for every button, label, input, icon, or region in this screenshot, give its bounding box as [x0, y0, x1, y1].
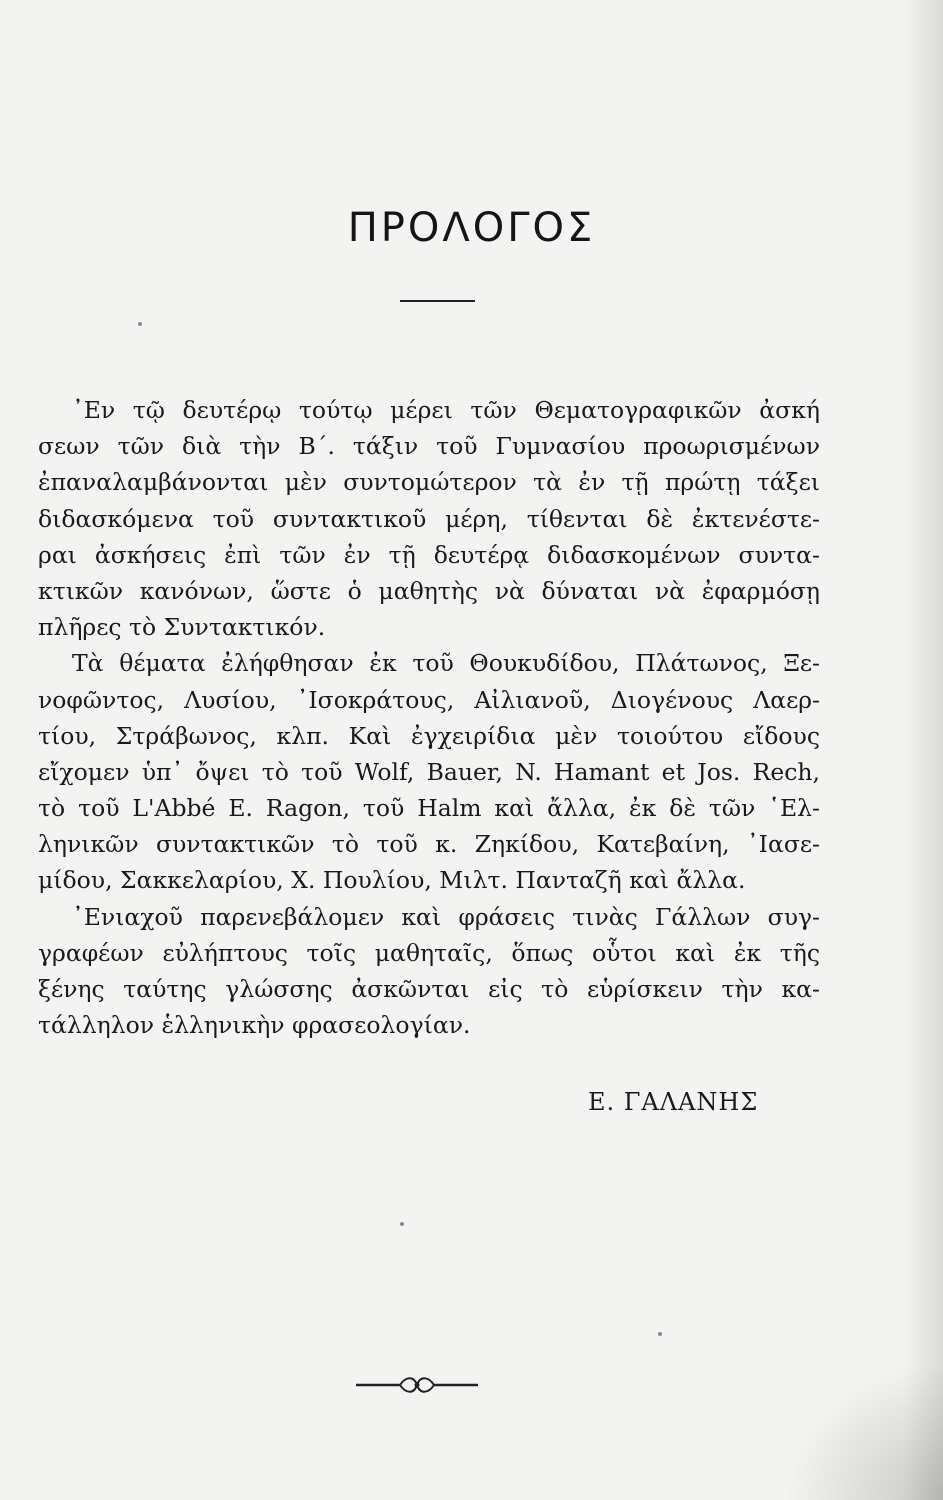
text-line: ξένης ταύτης γλώσσης ἀσκῶνται εἰς τὸ εὑρίσκειν τὴν κα- [38, 975, 820, 1003]
text-line: διδασκόμενα τοῦ συντακτικοῦ μέρη, τίθενται δὲ ἐκτενέστε- [38, 504, 820, 533]
text-line: ραι ἀσκήσεις ἐπὶ τῶν ἐν τῇ δευτέρᾳ διδασκομένων συντα- [38, 540, 820, 569]
text-line: Τὰ θέματα ἐλήφθησαν ἐκ τοῦ Θουκυδίδου, Πλάτωνος, Ξε- [72, 649, 820, 678]
text-line: εἴχομεν ὑπ᾿ ὄψει τὸ τοῦ Wolf, Bauer, N. Hamant et Jos. Rech, [38, 757, 820, 786]
text-line: ληνικῶν συντακτικῶν τὸ τοῦ κ. Ζηκίδου, Κατεβαίνη, ᾿Ιασε- [38, 830, 820, 859]
text-line: πλῆρες τὸ Συντακτικόν. [38, 613, 326, 642]
text-line: τὸ τοῦ L'Abbé E. Ragon, τοῦ Halm καὶ ἄλλα, ἐκ δὲ τῶν ῾Ελ- [38, 794, 820, 823]
author-signature: Ε. ΓΑΛΑΝΗΣ [588, 1088, 759, 1116]
text-line: τίου, Στράβωνος, κλπ. Καὶ ἐγχειρίδια μὲν τοιούτου εἴδους [38, 721, 820, 750]
print-speck [658, 1332, 662, 1336]
text-line: ᾿Εν τῷ δευτέρῳ τούτῳ μέρει τῶν Θεματογραφικῶν ἀσκή [72, 396, 820, 424]
title-divider [400, 300, 475, 302]
print-speck [138, 322, 142, 326]
page-corner-shadow [783, 1360, 943, 1500]
text-line: ἐπαναλαμβάνονται μὲν συντομώτερον τὰ ἐν τῇ πρώτῃ τάξει [38, 468, 820, 497]
page-title: ΠΡΟΛΟΓΟΣ [347, 205, 596, 251]
text-line: κτικῶν κανόνων, ὥστε ὁ μαθητὴς νὰ δύναται νὰ ἐφαρμόσῃ [38, 576, 820, 605]
text-line: νοφῶντος, Λυσίου, ᾿Ισοκράτους, Αἰλιανοῦ, Διογένους Λαερ- [38, 685, 820, 714]
text-line: γραφέων εὐλήπτους τοῖς μαθηταῖς, ὅπως οὗτοι καὶ ἐκ τῆς [38, 938, 820, 967]
preface-body [38, 392, 820, 1043]
text-line: μίδου, Σακκελαρίου, Χ. Πουλίου, Μιλτ. Πανταζῆ καὶ ἄλλα. [38, 866, 746, 895]
text-line: σεων τῶν διὰ τὴν Β΄. τάξιν τοῦ Γυμνασίου προωρισμένων [38, 432, 820, 461]
text-line: τάλληλον ἑλληνικὴν φρασεολογίαν. [38, 1011, 471, 1040]
print-speck [400, 1222, 404, 1226]
text-line: ᾿Ενιαχοῦ παρενεβάλομεν καὶ φράσεις τινὰς Γάλλων συγ- [72, 902, 820, 931]
tailpiece-ornament-icon [356, 1372, 478, 1398]
